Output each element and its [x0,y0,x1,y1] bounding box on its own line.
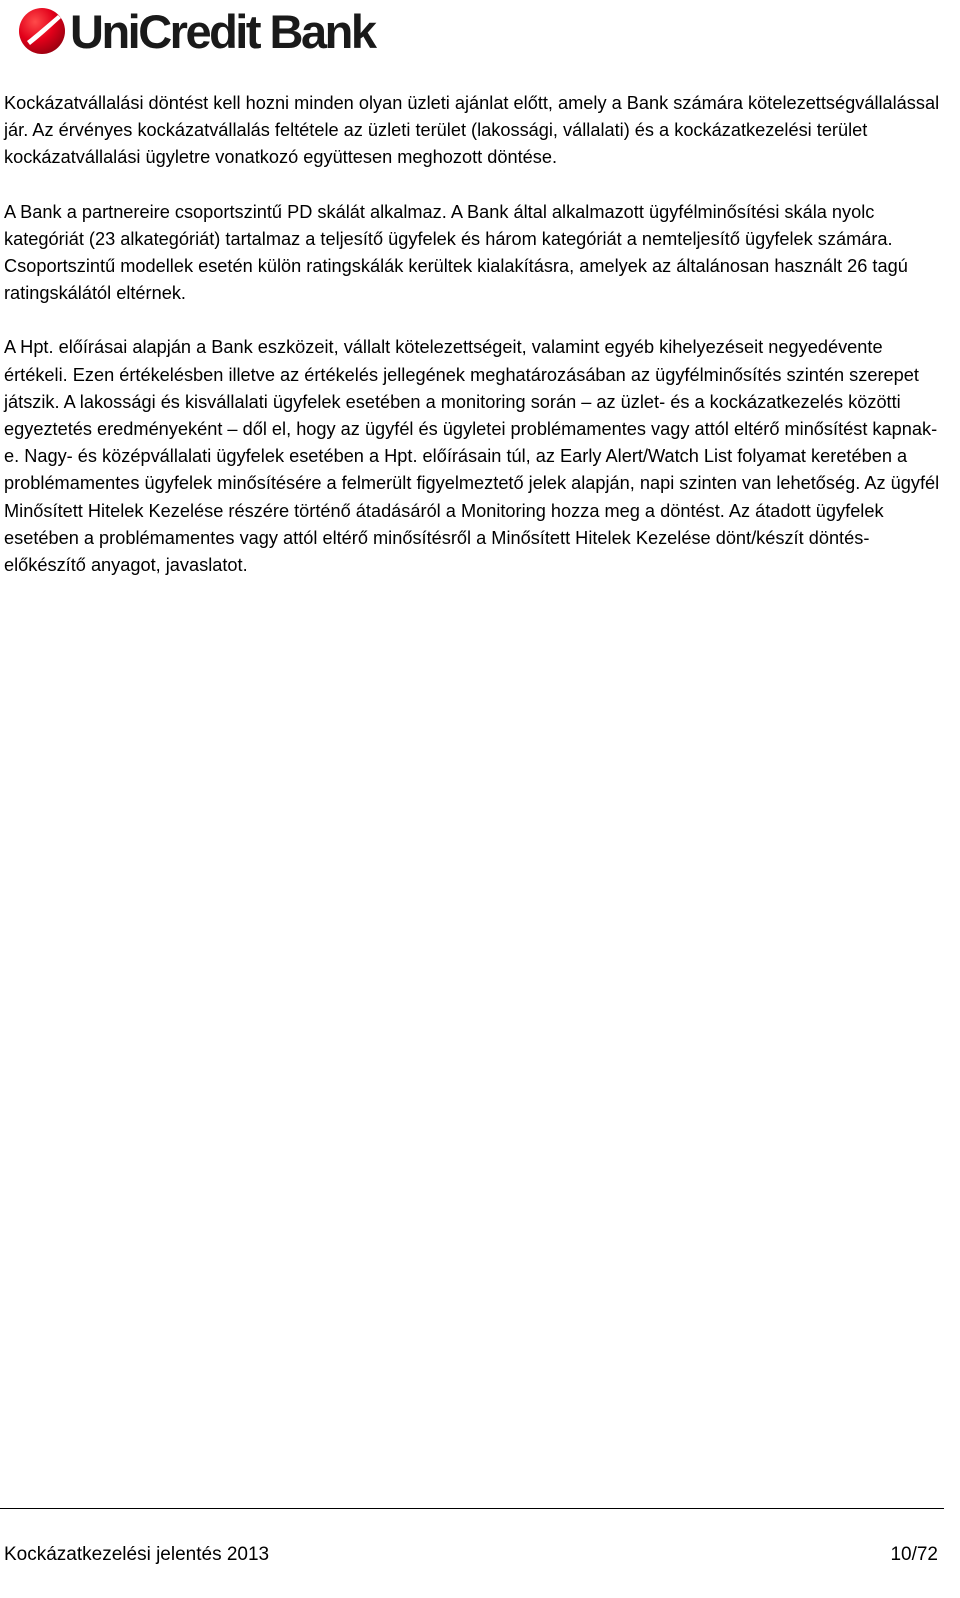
logo-wordmark: UniCredit Bank [70,4,375,58]
unicredit-logo-mark-icon [18,7,66,55]
paragraph-pd-scale: A Bank a partnereire csoportszintű PD skálát alkalmaz. A Bank által alkalmazott ügyfélminősítési skála nyolc kategóriát (23 alkategóriát) tartalmaz a teljesítő ügyfelek és három kategóriát a nemteljesítő ügyfelek számára. Csoportszintű modellek esetén külön ratingskálák kerültek kialakításra, amelyek az általánosan használt 26 tagú ratingskálától eltérnek. [4,201,908,304]
document-body [4,90,946,606]
footer-report-title: Kockázatkezelési jelentés 2013 [4,1544,270,1565]
footer-divider [0,1508,944,1509]
paragraph-risk-decision: Kockázatvállalási döntést kell hozni minden olyan üzleti ajánlat előtt, amely a Bank számára kötelezettségvállalással jár. Az érvényes kockázatvállalás feltétele az üzleti terület (lakossági, vállalati) és a kockázatkezelési terület kockázatvállalási ügyletre vonatkozó együttesen meghozott döntése. [4,93,940,168]
unicredit-logo [18,4,375,58]
footer-page-number: 10/72 [890,1544,938,1565]
paragraph-quarterly-evaluation: A Hpt. előírásai alapján a Bank eszközeit, vállalt kötelezettségeit, valamint egyéb kihelyezéseit negyedévente értékeli. Ezen értékelésben illetve az értékelés jellegének meghatározásában az ügyfélminősítés szintén szerepet játszik. A lakossági és kisvállalati ügyfelek esetében a monitoring során – az üzlet- és a kockázatkezelés közötti egyeztetés eredményeként – dől el, hogy az ügyfél és ügyletei problémamentes vagy attól eltérő minősítést kapnak-e. Nagy- és középvállalati ügyfelek esetében a Hpt. előírásain túl, az Early Alert/Watch List folyamat keretében a problémamentes ügyfelek minősítésére a felmerült figyelmeztető jelek alapján, napi szinten van lehetőség. Az ügyfél Minősített Hitelek Kezelése részére történő átadásáról a Monitoring hozza meg a döntést. Az átadott ügyfelek esetében a problémamentes vagy attól eltérő minősítésről a Minősített Hitelek Kezelése dönt/készít döntés-előkészítő anyagot, javaslatot. [4,337,940,576]
